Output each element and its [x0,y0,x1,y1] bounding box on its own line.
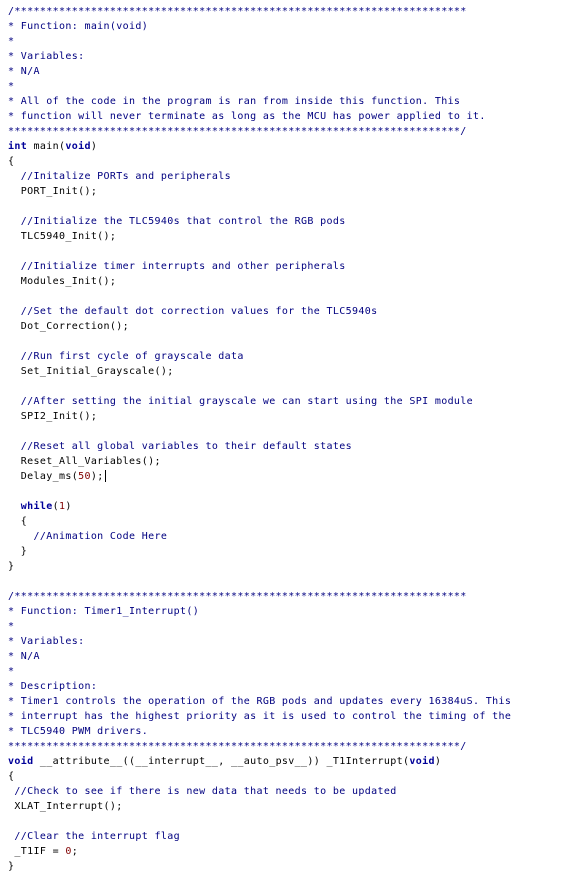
code-line[interactable]: { [8,771,15,782]
code-line[interactable]: * [8,621,15,632]
code-line[interactable]: //Animation Code Here [8,531,168,542]
code-line[interactable]: Dot_Correction(); [8,321,130,332]
code-line[interactable]: //Clear the interrupt flag [8,831,181,842]
code-line[interactable]: * Timer1 controls the operation of the RGB pods and updates every 16384uS. This [8,696,512,707]
code-line[interactable]: XLAT_Interrupt(); [8,801,123,812]
code-line[interactable]: * TLC5940 PWM drivers. [8,726,149,737]
code-line[interactable] [0,574,587,589]
code-line[interactable]: * N/A [8,66,40,77]
code-line[interactable] [0,199,587,214]
text-caret [105,470,106,482]
code-line[interactable] [0,484,587,499]
code-line[interactable]: ***********************************************************************/ [8,741,467,752]
code-line[interactable]: * [8,81,15,92]
code-line[interactable]: void __attribute__((__interrupt__, __auto_psv__)) _T1Interrupt(void) [8,756,442,767]
code-line[interactable]: * Variables: [8,51,85,62]
code-line[interactable]: //Run first cycle of grayscale data [8,351,244,362]
code-line[interactable]: //Initialize the TLC5940s that control the RGB pods [8,216,346,227]
code-line[interactable] [0,334,587,349]
code-line[interactable]: int main(void) [8,141,98,152]
code-line[interactable]: _T1IF = 0; [8,846,79,857]
code-line[interactable]: Delay_ms(50); [8,471,104,482]
code-line[interactable]: * All of the code in the program is ran from inside this function. This [8,96,461,107]
code-line[interactable]: ***********************************************************************/ [8,126,467,137]
code-line[interactable]: //Set the default dot correction values for the TLC5940s [8,306,378,317]
code-line[interactable]: * [8,36,15,47]
code-line[interactable]: * [8,666,15,677]
code-line[interactable]: //Initalize PORTs and peripherals [8,171,231,182]
code-line[interactable]: //After setting the initial grayscale we can start using the SPI module [8,396,474,407]
code-line[interactable]: //Reset all global variables to their default states [8,441,353,452]
code-line[interactable]: } [8,561,15,572]
code-line[interactable]: * Function: Timer1_Interrupt() [8,606,200,617]
code-line[interactable]: SPI2_Init(); [8,411,98,422]
code-line[interactable]: Modules_Init(); [8,276,117,287]
code-line[interactable]: Reset_All_Variables(); [8,456,161,467]
code-line[interactable]: * Variables: [8,636,85,647]
code-line[interactable]: //Check to see if there is new data that needs to be updated [8,786,397,797]
code-line[interactable]: * N/A [8,651,40,662]
code-line[interactable]: /*********************************************************************** [8,6,467,17]
code-line[interactable]: TLC5940_Init(); [8,231,117,242]
code-line[interactable]: while(1) [20,501,72,512]
code-line[interactable] [0,289,587,304]
code-line[interactable]: } [8,861,15,872]
code-line[interactable]: { [8,156,15,167]
code-line[interactable]: * function will never terminate as long as the MCU has power applied to it. [8,111,486,122]
code-line[interactable]: * interrupt has the highest priority as it is used to control the timing of the [8,711,512,722]
code-line[interactable]: /*********************************************************************** [8,591,467,602]
code-line[interactable] [0,379,587,394]
code-line[interactable] [0,814,587,829]
code-line[interactable]: //Initialize timer interrupts and other peripherals [8,261,346,272]
code-line[interactable] [0,424,587,439]
code-line[interactable]: } [8,546,28,557]
code-line[interactable] [0,244,587,259]
code-line[interactable]: PORT_Init(); [8,186,98,197]
code-line[interactable]: * Description: [8,681,98,692]
code-line[interactable]: { [8,516,28,527]
code-line[interactable]: * Function: main(void) [8,21,149,32]
code-line[interactable]: Set_Initial_Grayscale(); [8,366,174,377]
